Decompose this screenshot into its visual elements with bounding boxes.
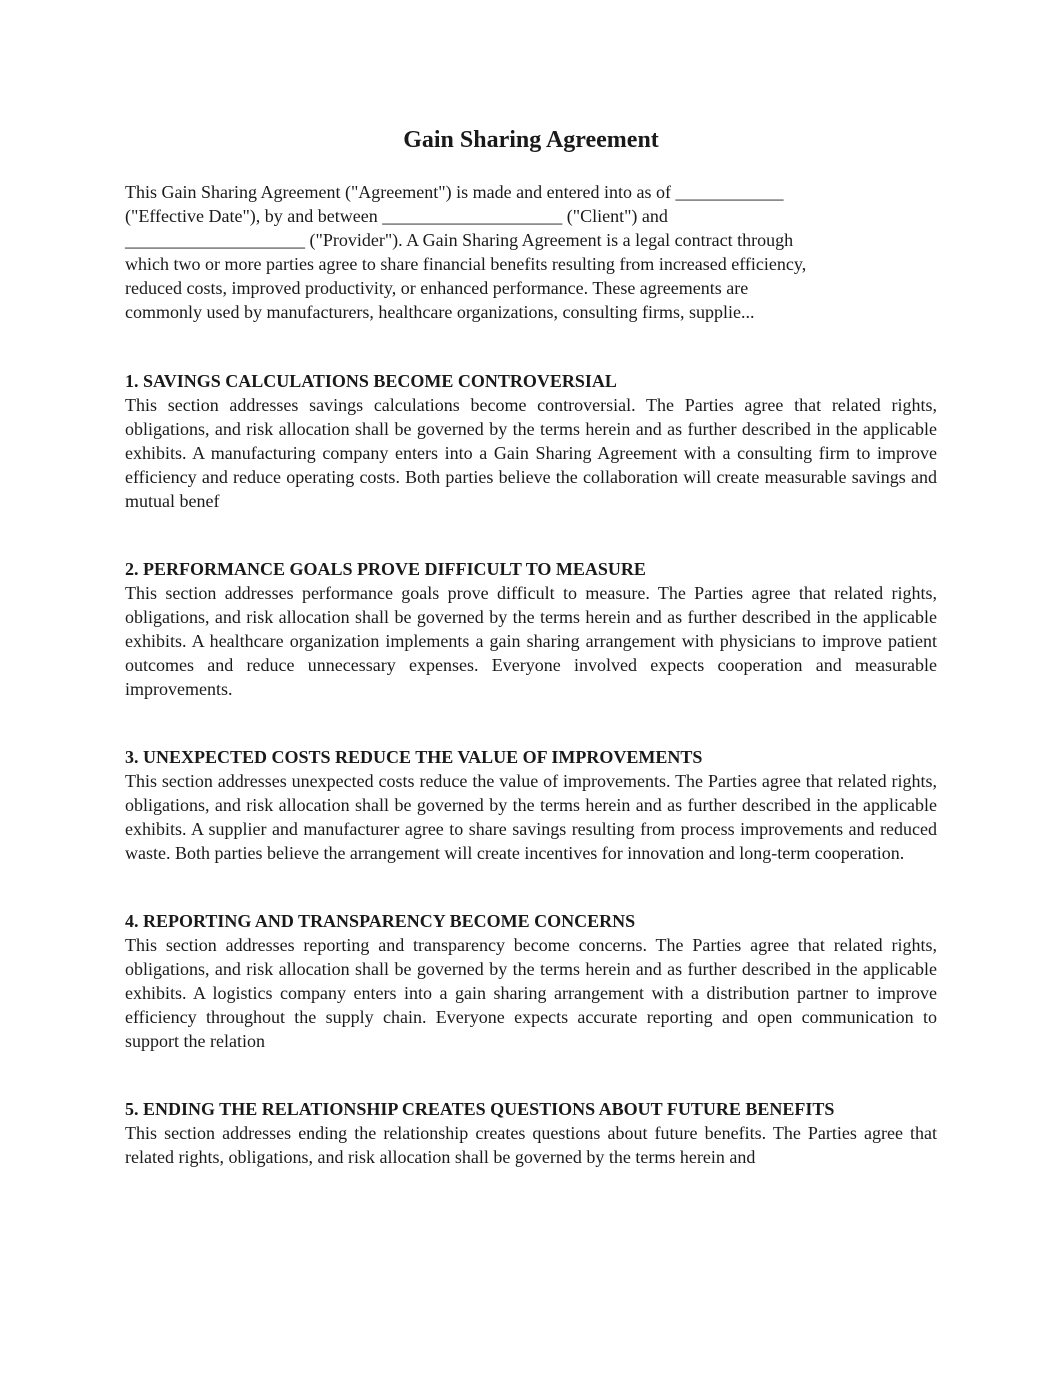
intro-line: This Gain Sharing Agreement ("Agreement") is made and entered into as of ____________ <box>125 182 784 202</box>
section-1 <box>125 369 937 513</box>
section-body: This section addresses ending the relationship creates questions about future benefits. The Parties agree that related rights, obligations, and risk allocation shall be governed by the terms herein and <box>125 1123 937 1167</box>
section-4 <box>125 909 937 1053</box>
section-heading: 1. SAVINGS CALCULATIONS BECOME CONTROVERSIAL <box>125 371 617 391</box>
intro-line: ("Effective Date"), by and between ____________________ ("Client") and <box>125 206 668 226</box>
section-3 <box>125 745 937 865</box>
document-content <box>125 122 937 1169</box>
section-body: This section addresses savings calculations become controversial. The Parties agree that related rights, obligations, and risk allocation shall be governed by the terms herein and as further described in the applicable exhibits. A manufacturing company enters into a Gain Sharing Agreement with a consulting firm to improve efficiency and reduce operating costs. Both parties believe the collaboration will create measurable savings and mutual benef <box>125 395 937 511</box>
section-body: This section addresses unexpected costs reduce the value of improvements. The Parties agree that related rights, obligations, and risk allocation shall be governed by the terms herein and as further described in the applicable exhibits. A supplier and manufacturer agree to share savings resulting from process improvements and reduced waste. Both parties believe the arrangement will create incentives for innovation and long-term cooperation. <box>125 771 937 863</box>
section-heading: 3. UNEXPECTED COSTS REDUCE THE VALUE OF IMPROVEMENTS <box>125 747 703 767</box>
section-heading: 5. ENDING THE RELATIONSHIP CREATES QUESTIONS ABOUT FUTURE BENEFITS <box>125 1099 835 1119</box>
intro-line: commonly used by manufacturers, healthcare organizations, consulting firms, supplie... <box>125 302 755 322</box>
section-body: This section addresses performance goals prove difficult to measure. The Parties agree that related rights, obligations, and risk allocation shall be governed by the terms herein and as further described in the applicable exhibits. A healthcare organization implements a gain sharing arrangement with physicians to improve patient outcomes and reduce unnecessary expenses. Everyone involved expects cooperation and measurable improvements. <box>125 583 937 699</box>
document-title: Gain Sharing Agreement <box>403 127 659 153</box>
intro-paragraph <box>125 180 937 324</box>
section-heading: 2. PERFORMANCE GOALS PROVE DIFFICULT TO MEASURE <box>125 559 646 579</box>
section-body: This section addresses reporting and transparency become concerns. The Parties agree that related rights, obligations, and risk allocation shall be governed by the terms herein and as further described in the applicable exhibits. A logistics company enters into a gain sharing arrangement with a distribution partner to improve efficiency throughout the supply chain. Everyone expects accurate reporting and open communication to support the relation <box>125 935 937 1051</box>
intro-line: which two or more parties agree to share financial benefits resulting from increased efficiency, <box>125 254 807 274</box>
section-heading: 4. REPORTING AND TRANSPARENCY BECOME CONCERNS <box>125 911 636 931</box>
section-5 <box>125 1097 937 1169</box>
section-2 <box>125 557 937 701</box>
intro-line: ____________________ ("Provider"). A Gain Sharing Agreement is a legal contract through <box>125 230 794 250</box>
intro-line: reduced costs, improved productivity, or enhanced performance. These agreements are <box>125 278 749 298</box>
